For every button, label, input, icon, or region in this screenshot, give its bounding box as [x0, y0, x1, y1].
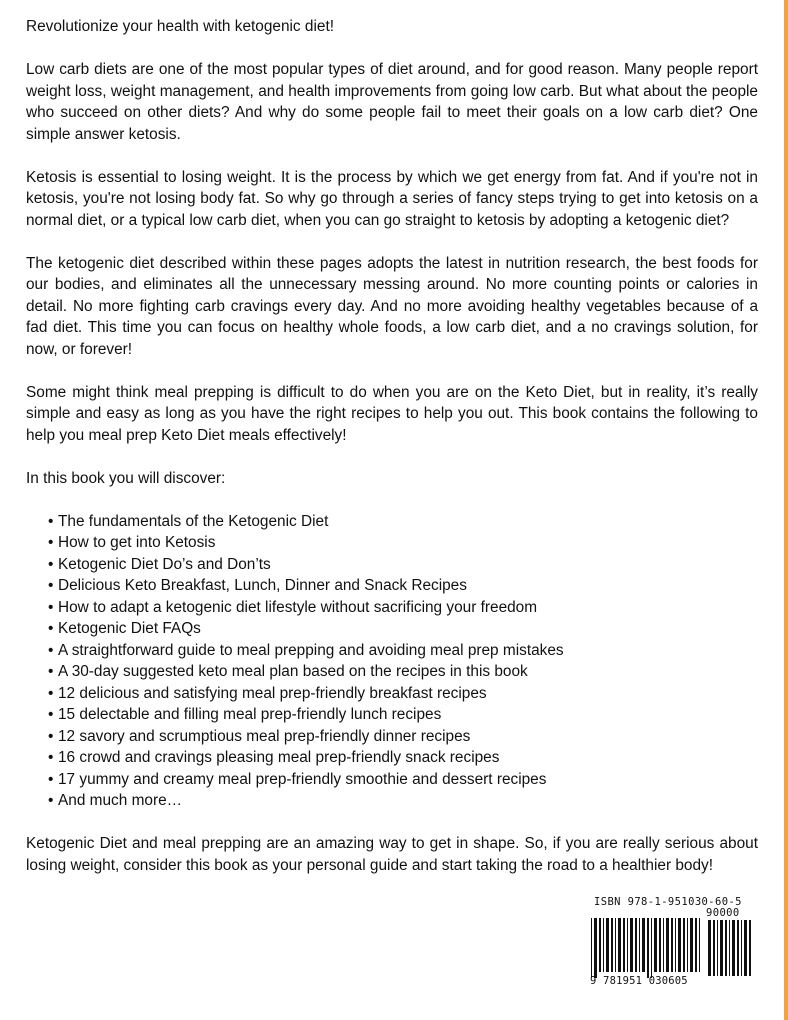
discover-list-item	[48, 661, 758, 683]
discover-list-item	[48, 597, 758, 619]
bullet-dot: •	[48, 792, 54, 809]
paragraph-discover: In this book you will discover:	[26, 469, 226, 487]
bullet-dot: •	[48, 534, 54, 551]
discover-list-item	[48, 575, 758, 597]
isbn-barcode	[590, 896, 758, 1000]
ean-digits: 9 781951 030605	[590, 975, 688, 987]
isbn-label: ISBN 978-1-951030-60-5	[594, 896, 742, 908]
bullet-dot: •	[48, 620, 54, 637]
discover-list	[26, 511, 758, 812]
discover-list-item	[48, 747, 758, 769]
discover-list-item-text: Ketogenic Diet Do’s and Don’ts	[58, 555, 271, 573]
bullet-dot: •	[48, 598, 54, 616]
discover-list-item-text: And much more…	[58, 792, 183, 809]
discover-list-item-text: 17 yummy and creamy meal prep-friendly smoothie and dessert recipes	[58, 770, 547, 788]
back-cover-text	[26, 16, 758, 898]
price-code: 90000	[706, 907, 740, 919]
addon-barcode-bars	[707, 920, 753, 982]
bullet-dot: •	[48, 770, 54, 788]
discover-list-item-text: Delicious Keto Breakfast, Lunch, Dinner and Snack Recipes	[58, 577, 467, 594]
bullet-dot: •	[48, 663, 54, 680]
discover-list-item	[48, 554, 758, 576]
bullet-dot: •	[48, 684, 54, 702]
discover-list-item-text: 12 delicious and satisfying meal prep-friendly breakfast recipes	[58, 684, 487, 702]
discover-list-item	[48, 726, 758, 748]
bullet-dot: •	[48, 706, 54, 723]
bullet-dot: •	[48, 555, 54, 573]
right-edge-stripe	[784, 0, 788, 1020]
discover-list-item	[48, 511, 758, 533]
paragraph-low-carb: Low carb diets are one of the most popular types of diet around, and for good reason. Many people report weight loss, weight management, and health improvements from going low carb. But what about the people who succeed on other diets? And why do some people fail to meet their goals on a low carb diet? One simple answer ketosis.	[26, 61, 758, 143]
bullet-dot: •	[48, 727, 54, 745]
discover-list-item-text: How to adapt a ketogenic diet lifestyle without sacrificing your freedom	[58, 598, 538, 616]
closing-paragraph: Ketogenic Diet and meal prepping are an amazing way to get in shape. So, if you are really serious about losing weight, consider this book as your personal guide and start taking the road to a healthier body!	[26, 835, 758, 874]
discover-list-item-text: 12 savory and scrumptious meal prep-friendly dinner recipes	[58, 727, 471, 745]
discover-list-item	[48, 532, 758, 554]
discover-list-item	[48, 790, 758, 812]
bullet-dot: •	[48, 749, 54, 766]
discover-list-item	[48, 769, 758, 791]
bullet-dot: •	[48, 577, 54, 594]
discover-list-item-text: 16 crowd and cravings pleasing meal prep-friendly snack recipes	[58, 749, 500, 766]
bullet-dot: •	[48, 641, 54, 659]
paragraph-meal-prep: Some might think meal prepping is difficult to do when you are on the Keto Diet, but in reality, it’s really simple and easy as long as you have the right recipes to help you out. This book contains the following to help you meal prep Keto Diet meals effectively!	[26, 383, 758, 444]
discover-list-item	[48, 683, 758, 705]
paragraph-ketosis: Ketosis is essential to losing weight. It is the process by which we get energy from fat. And if you're not in ketosis, you're not losing body fat. So why go through a series of fancy steps trying to get into ketosis on a normal diet, or a typical low carb diet, when you can go straight to ketosis by adopting a ketogenic diet?	[26, 168, 758, 229]
discover-list-item	[48, 640, 758, 662]
bullet-dot: •	[48, 512, 54, 530]
discover-list-item	[48, 618, 758, 640]
intro-line: Revolutionize your health with ketogenic diet!	[26, 18, 334, 35]
discover-list-item-text: A 30-day suggested keto meal plan based on the recipes in this book	[58, 663, 528, 680]
discover-list-item	[48, 704, 758, 726]
discover-list-item-text: How to get into Ketosis	[58, 534, 216, 551]
discover-list-item-text: 15 delectable and filling meal prep-friendly lunch recipes	[58, 706, 442, 723]
ean-barcode-bars	[590, 918, 702, 978]
paragraph-ketogenic-diet: The ketogenic diet described within these pages adopts the latest in nutrition research, the best foods for our bodies, and eliminates all the unnecessary messing around. No more counting points or calories in detail. No more fighting carb cravings every day. And no more avoiding healthy vegetables because of a fad diet. This time you can focus on healthy whole foods, a low carb diet, and a no cravings solution, for now, or forever!	[26, 254, 758, 358]
discover-list-item-text: A straightforward guide to meal prepping and avoiding meal prep mistakes	[58, 641, 564, 659]
discover-list-item-text: Ketogenic Diet FAQs	[58, 620, 201, 637]
discover-list-item-text: The fundamentals of the Ketogenic Diet	[58, 512, 329, 530]
